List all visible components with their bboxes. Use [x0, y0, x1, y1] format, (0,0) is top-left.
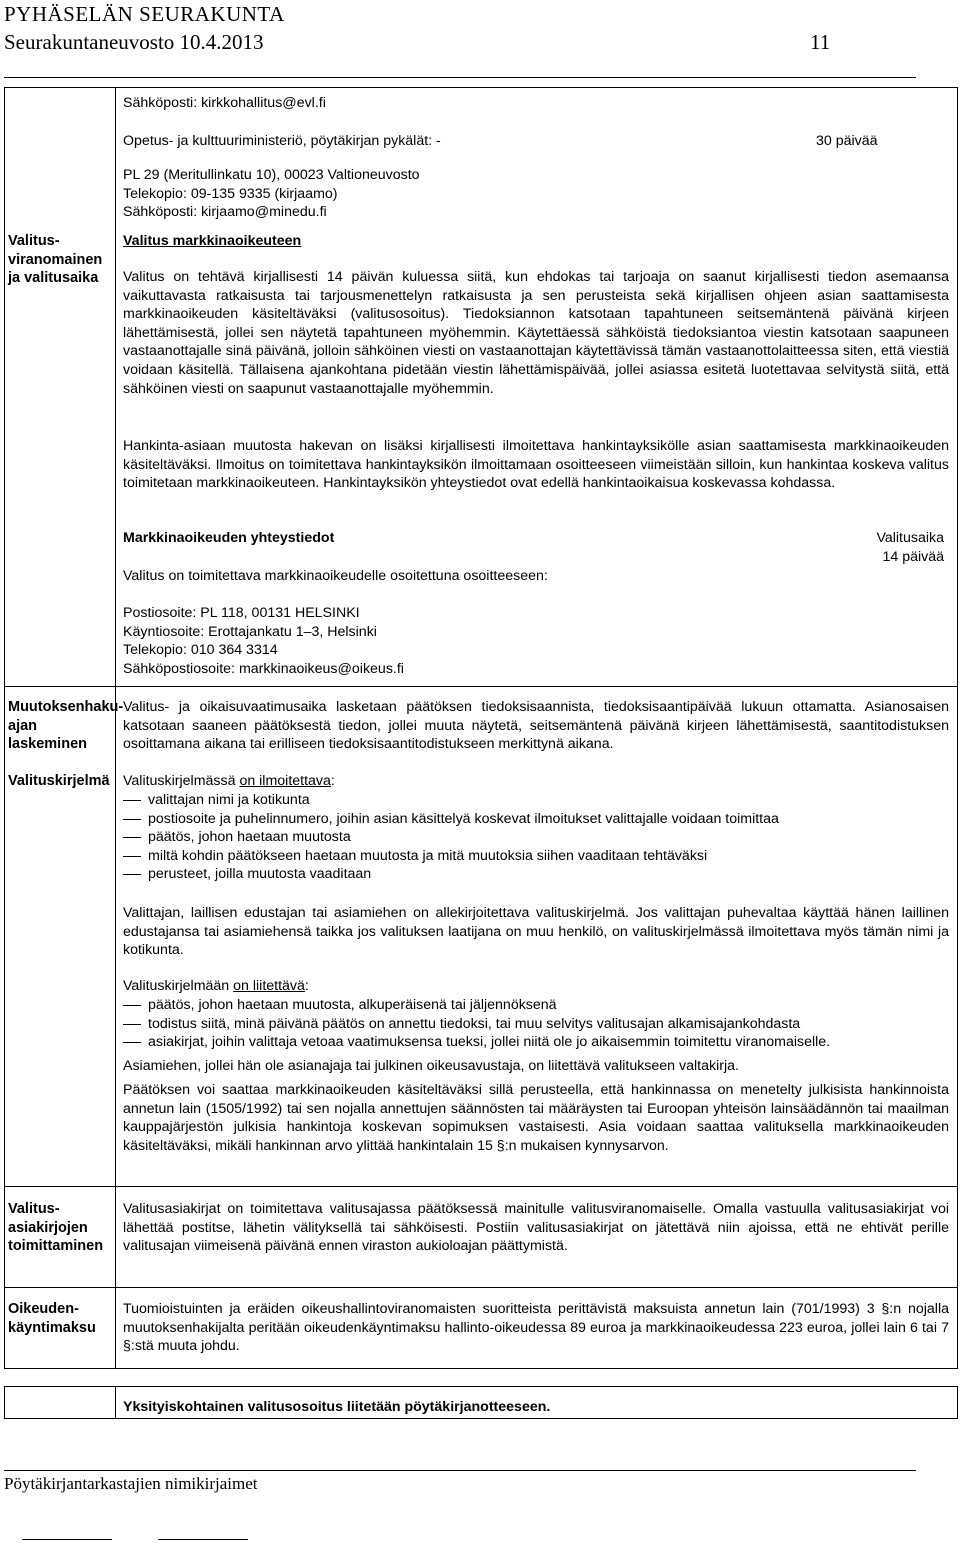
list-item: miltä kohdin päätökseen haetaan muutosta ja mitä muutoksia siihen vaaditaan tehtäväksi [123, 847, 949, 866]
organization-name: PYHÄSELÄN SEURAKUNTA [4, 2, 285, 26]
section-label-period-calculation: Muutoksenhaku-ajan laskeminen [8, 699, 124, 752]
section-divider [4, 686, 958, 687]
inspector-initials-label: Pöytäkirjantarkastajien nimikirjaimet [4, 1474, 258, 1493]
appeal-period-box [780, 529, 944, 566]
list-item: päätös, johon haetaan muutosta, alkuperäisenä tai jäljennöksenä [123, 996, 949, 1015]
initials-line [22, 1539, 112, 1540]
list-item: asiakirjat, joihin valittaja vetoaa vaatimuksensa tueksi, jollei niitä ole jo aikaisemmin toimitettu viranomaiselle. [123, 1033, 949, 1052]
appeal-letter-intro [123, 772, 949, 791]
intro-underlined: on ilmoitettava [239, 773, 331, 789]
delivery-text: Valitusasiakirjat on toimitettava valitusajassa päätöksessä mainitulle valitusviranomaiselle. Omalla vastuulla valitusasiakirjat voi lähettää postitse, lähetin välityksellä tai sähköisesti. Postiin valitusasiakirjat on jätettävä niin ajoissa, että ne ehtivät perille valitusajan viimeisenä päivänä ennen viraston aukioloajan päättymistä. [123, 1201, 949, 1255]
market-court-heading: Valitus markkinaoikeuteen [123, 233, 302, 249]
list-item: valittajan nimi ja kotikunta [123, 791, 949, 810]
list-item: perusteet, joilla muutosta vaaditaan [123, 865, 949, 884]
signature-requirement-text: Valittajan, laillisen edustajan tai asiamiehen on allekirjoitettava valituskirjelmä. Jos valittajan puhevaltaa käyttää hänen laillinen edustajansa tai asiamiehensä taikka jos valituksen laatijana on muu henkilö, on valituskirjelmässä ilmoitettava myös tämän nimi ja kotikunta. [123, 905, 949, 959]
ministry-appeal-period: 30 päivää [816, 133, 878, 149]
note-column-divider [115, 1386, 116, 1419]
church-board-email: Sähköposti: kirkkohallitus@evl.fi [123, 95, 326, 111]
required-contents-list [123, 791, 949, 884]
market-court-contact-heading: Markkinaoikeuden yhteystiedot [123, 530, 335, 546]
attachments-list [123, 996, 949, 1052]
list-item: päätös, johon haetaan muutosta [123, 828, 949, 847]
section-divider [4, 1287, 958, 1288]
section-label-authority: Valitus-viranomainen ja valitusaika [8, 233, 103, 286]
intro-text: Valituskirjelmässä [123, 773, 240, 789]
procurement-notice-paragraph: Hankinta-asiaan muutosta hakevan on lisäksi kirjallisesti ilmoitettava hankintayksikölle asian saattamisesta markkinaoikeuden käsiteltäväksi. Ilmoitus on toimitettava hankintayksikön ilmoittamaan osoitteeseen viimeistään silloin, kun hankintaa koskeva valitus toimitetaan markkinaoikeuteen. Hankintayksikön yhteystiedot ovat edellä hankintaoikaisua koskevassa kohdassa. [123, 438, 949, 492]
header-rule [4, 77, 916, 78]
address-line: Telekopio: 010 364 3314 [123, 642, 278, 659]
court-fee-text: Tuomioistuinten ja eräiden oikeushallintoviranomaisten suoritteista perittävistä maksuista annetun lain (701/1993) 3 §:n nojalla muutoksenhakijalta peritään oikeudenkäyntimaksu hallinto-oikeudessa 89 euroa ja markkinaoikeudessa 223 euroa, jollei lain 6 tai 7 §:stä muuta johdu. [123, 1301, 949, 1355]
market-court-contact-intro: Valitus on toimitettava markkinaoikeudelle osoitettuna osoitteeseen: [123, 568, 548, 584]
power-of-attorney-text: Asiamiehen, jollei hän ole asianajaja tai julkinen oikeusavustaja, on liitettävä valitukseen valtakirja. [123, 1058, 739, 1074]
section-divider [4, 1186, 958, 1187]
ministry-address [123, 166, 949, 222]
detailed-instructions-note: Yksityiskohtainen valitusosoitus liitetään pöytäkirjanotteeseen. [123, 1399, 551, 1415]
attach-suffix: : [304, 978, 309, 994]
section-label-court-fee: Oikeuden-käyntimaksu [8, 1301, 96, 1336]
initials-line [158, 1539, 248, 1540]
attach-underlined: on liitettävä [233, 978, 305, 994]
attach-text: Valituskirjelmään [123, 978, 234, 994]
intro-suffix: : [330, 773, 335, 789]
appeal-period-days: 14 päivää [882, 548, 944, 565]
ministry-address-line: PL 29 (Meritullinkatu 10), 00023 Valtioneuvosto [123, 167, 420, 183]
ministry-line: Opetus- ja kulttuuriministeriö, pöytäkirjan pykälät: - [123, 133, 441, 149]
page-number: 11 [810, 30, 831, 54]
attachments-intro [123, 977, 949, 996]
ministry-address-line: Telekopio: 09-135 9335 (kirjaamo) [123, 185, 338, 202]
list-item: todistus siitä, minä päivänä päätös on annettu tiedoksi, tai muu selvitys valitusajan alkamisajankohdasta [123, 1015, 949, 1034]
appeal-grounds-text: Päätöksen voi saattaa markkinaoikeuden käsiteltäväksi sillä perusteella, että hankinnassa on menetelty julkisista hankinnoista annetun lain (1505/1992) tai sen nojalla annettujen säännösten tai määräysten tai Euroopan yhteisön lainsäädännön tai maailman kauppajärjestön julkisia hankintoja koskevan sopimuksen vastaisesti. Asia voidaan saattaa valituksella markkinaoikeuden käsiteltäväksi, mikäli hankinnan arvo ylittää hankintalain 15 §:n mukaisen kynnysarvon. [123, 1082, 949, 1154]
market-court-address [123, 604, 949, 678]
column-divider [115, 87, 116, 1369]
meeting-title: Seurakuntaneuvosto 10.4.2013 [4, 30, 264, 54]
market-court-paragraph: Valitus on tehtävä kirjallisesti 14 päivän kuluessa siitä, kun ehdokas tai tarjoaja on saanut kirjallisesti tiedon asemaansa vaikuttavasta ratkaisusta tai tarjousmenettelyn ratkaisusta ja sen perusteista sekä kirjallisen ohjeen asian saattamisesta markkinaoikeuden käsiteltäväksi (valitusosoitus). Tiedoksiannon katsotaan tapahtuneen seitsemäntenä päivänä kirjeen lähettämisestä, jollei sen näytetä tapahtuneen myöhemmin. Käytettäessä sähköistä tiedoksiantoa viestin katsotaan saapuneen vastaanottajalle sinä päivänä, jolloin sähköinen viesti on vastaanottajan käytettävissä tämän vastaanottolaitteessa siten, että viestiä voidaan käsitellä. Tällaisena ajankohtana pidetään viestin lähettämispäivää, jollei asiassa esitetä luotettavaa selvitystä siitä, että sähköinen viesti on saapunut vastaanottajalle myöhemmin. [123, 269, 949, 397]
address-line: Sähköpostiosoite: markkinaoikeus@oikeus.fi [123, 660, 404, 677]
section-label-delivery: Valitus-asiakirjojen toimittaminen [8, 1201, 104, 1254]
ministry-address-line: Sähköposti: kirjaamo@minedu.fi [123, 204, 327, 221]
address-line: Postiosoite: PL 118, 00131 HELSINKI [123, 605, 360, 621]
footer-rule [4, 1470, 916, 1471]
address-line: Käyntiosoite: Erottajankatu 1–3, Helsinki [123, 623, 377, 640]
period-calculation-text: Valitus- ja oikaisuvaatimusaika lasketaan päätöksen tiedoksisaannista, tiedoksisaantipäivää lukuun ottamatta. Asianosaisen katsotaan saaneen päätöksestä tiedon, jollei muuta näytetä, seitsemäntenä päivänä kirjeen lähettämisestä, saantitodistuksen osoittamana aikana tai erilliseen tiedoksisaantitodistukseen merkittynä aikana. [123, 699, 949, 753]
appeal-period-label: Valitusaika [876, 530, 944, 546]
section-label-appeal-letter: Valituskirjelmä [8, 773, 110, 789]
list-item: postiosoite ja puhelinnumero, joihin asian käsittelyä koskevat ilmoitukset valittajalle voidaan toimittaa [123, 810, 949, 829]
